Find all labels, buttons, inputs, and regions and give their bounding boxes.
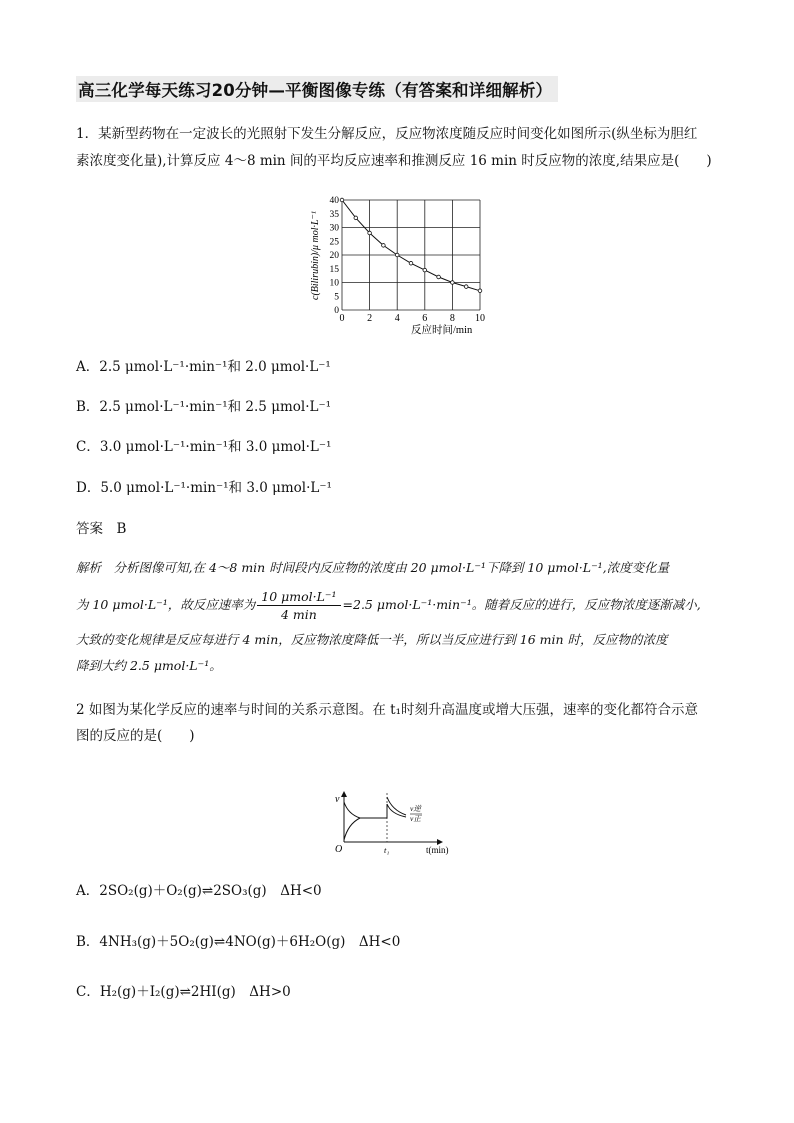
q1-ytick-label: 40 xyxy=(329,196,339,206)
q1-ytick-label: 10 xyxy=(329,278,339,289)
q1-chart-xlabel: 反应时间/min xyxy=(411,325,473,336)
q1-data-point xyxy=(409,261,413,265)
q1-xtick-label: 8 xyxy=(449,313,455,324)
q1-analysis-line3: 大致的变化规律是反应每进行 4 min，反应物浓度降低一半，所以当反应进行到 16 min 时，反应物的浓度 xyxy=(76,632,668,647)
q1-analysis-line1: 解析 分析图像可知,在 4～8 min 时间段内反应物的浓度由 20 μmol·L⁻¹下降到 10 μmol·L⁻¹,浓度变化量 xyxy=(76,560,670,575)
q1-ytick-label: 20 xyxy=(329,251,339,261)
q1-text-line2: 素浓度变化量),计算反应 4～8 min 间的平均反应速率和推测反应 16 min 时反应物的浓度,结果应是( ) xyxy=(76,153,712,169)
page-title: 高三化学每天练习20分钟—平衡图像专练（有答案和详细解析） xyxy=(76,76,558,102)
q1-data-point xyxy=(368,231,372,235)
q1-xtick-label: 2 xyxy=(367,313,373,324)
q1-option-c: C．3.0 μmol·L⁻¹·min⁻¹和 3.0 μmol·L⁻¹ xyxy=(76,439,332,455)
q1-data-point xyxy=(382,244,386,248)
q1-chart-grid xyxy=(342,200,480,310)
q1-answer: 答案 B xyxy=(76,521,127,537)
q2-curve-increasing xyxy=(344,818,360,840)
q2-vrev-label: v逆 xyxy=(410,804,421,813)
q2-curve-decreasing xyxy=(344,802,360,818)
q1-chart xyxy=(306,190,506,340)
q1-analysis-line2 xyxy=(76,588,701,623)
q1-text-line1: 1．某新型药物在一定波长的光照射下发生分解反应，反应物浓度随反应时间变化如图所示(纵坐标为胆红 xyxy=(76,126,698,142)
q2-vfwd-label: v正 xyxy=(410,814,421,823)
q1-chart-ylabel: c(Bilirubin)/μ mol·L⁻¹ xyxy=(310,211,321,300)
q2-origin-label: O xyxy=(335,844,343,855)
q1-option-b: B．2.5 μmol·L⁻¹·min⁻¹和 2.5 μmol·L⁻¹ xyxy=(76,399,332,415)
q1-data-point xyxy=(478,289,482,293)
q2-vrev-curve xyxy=(387,797,406,815)
q1-data-point xyxy=(395,253,399,257)
q1-data-point xyxy=(464,285,468,289)
q1-option-d: D．5.0 μmol·L⁻¹·min⁻¹和 3.0 μmol·L⁻¹ xyxy=(76,480,332,496)
q1-option-a: A．2.5 μmol·L⁻¹·min⁻¹和 2.0 μmol·L⁻¹ xyxy=(76,359,331,375)
q1-ytick-label: 5 xyxy=(334,292,339,303)
q2-option-b: B．4NH₃(g)＋5O₂(g)⇌4NO(g)＋6H₂O(g) ΔH<0 xyxy=(76,934,401,950)
q1-analysis-line4: 降到大约 2.5 μmol·L⁻¹。 xyxy=(76,658,222,673)
q1-data-point xyxy=(354,216,358,220)
q2-option-c: C．H₂(g)＋I₂(g)⇌2HI(g) ΔH>0 xyxy=(76,984,291,1000)
q2-v-label: v xyxy=(335,794,340,805)
q1-analysis-line2-post: =2.5 μmol·L⁻¹·min⁻¹。随着反应的进行，反应物浓度逐渐减小, xyxy=(342,597,701,612)
q2-option-a: A．2SO₂(g)＋O₂(g)⇌2SO₃(g) ΔH<0 xyxy=(76,883,322,899)
q2-text-line2: 图的反应的是( ) xyxy=(76,728,195,744)
q1-analysis-line2-pre: 为 10 μmol·L⁻¹，故反应速率为 xyxy=(76,597,256,612)
q1-fraction-numerator: 10 μmol·L⁻¹ xyxy=(257,588,340,606)
q1-series-line xyxy=(342,200,480,291)
q1-data-point xyxy=(437,275,441,279)
q1-data-point xyxy=(340,198,344,202)
q1-analysis-fraction xyxy=(257,588,340,623)
q1-chart-ticks xyxy=(330,196,486,324)
q1-fraction-denominator: 4 min xyxy=(280,607,317,622)
q1-data-point xyxy=(423,268,427,272)
q1-chart-series xyxy=(340,198,482,292)
q2-t1-label: t₁ xyxy=(384,845,390,855)
q1-ytick-label: 30 xyxy=(329,223,339,234)
q1-xtick-label: 0 xyxy=(339,313,345,324)
q1-xtick-label: 6 xyxy=(422,313,428,324)
q1-data-point xyxy=(451,281,455,285)
q1-ytick-label: 15 xyxy=(329,264,339,275)
q1-ytick-label: 25 xyxy=(329,237,339,248)
q2-text-line1: 2 如图为某化学反应的速率与时间的关系示意图。在 t₁时刻升高温度或增大压强，速率的变化都符合示意 xyxy=(76,702,699,718)
q1-ytick-label: 0 xyxy=(334,306,339,316)
q1-xtick-label: 10 xyxy=(475,313,485,324)
q2-t-axis-label: t(min) xyxy=(426,845,449,855)
q2-rate-diagram xyxy=(330,790,470,860)
q1-xtick-label: 4 xyxy=(394,313,400,324)
q1-ytick-label: 35 xyxy=(329,209,339,220)
